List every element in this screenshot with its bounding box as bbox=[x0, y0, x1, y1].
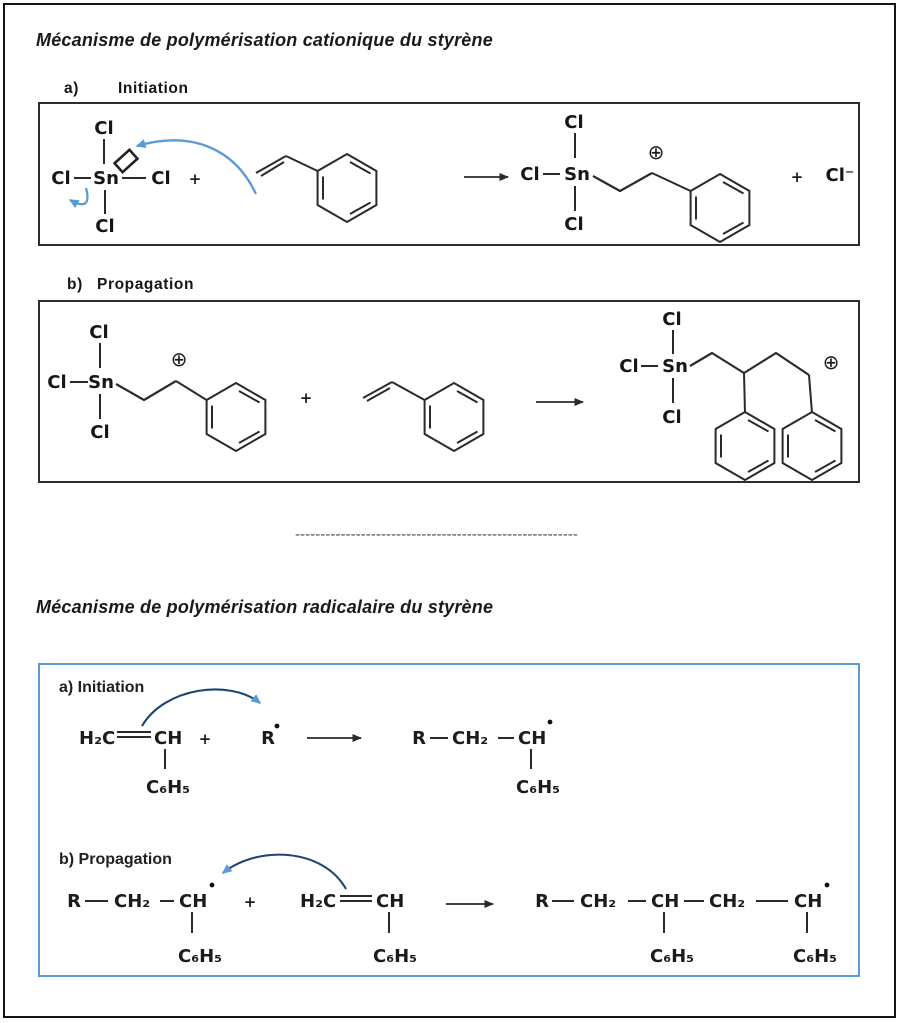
bond bbox=[744, 373, 745, 413]
atom-cl-top: Cl bbox=[89, 322, 109, 343]
ch-label: CH bbox=[518, 728, 547, 749]
atom-sn: Sn bbox=[93, 168, 119, 189]
benzene-ring bbox=[716, 412, 775, 480]
phenyl-label: C₆H₅ bbox=[373, 946, 418, 967]
radical-dot bbox=[548, 720, 553, 725]
carbon-chain bbox=[116, 381, 176, 400]
empty-orbital-box bbox=[115, 150, 138, 172]
atom-cl-left: Cl bbox=[47, 372, 67, 393]
ch-label: CH bbox=[154, 728, 183, 749]
phenyl-label: C₆H₅ bbox=[516, 777, 561, 798]
styrene-molecule bbox=[256, 154, 376, 222]
benzene-ring bbox=[783, 412, 842, 480]
carbon-chain bbox=[593, 173, 652, 191]
radical-step-a-header: a) Initiation bbox=[59, 679, 145, 696]
atom-cl-bottom: Cl bbox=[90, 422, 110, 443]
atom-sn: Sn bbox=[564, 164, 590, 185]
ch2-label: CH₂ bbox=[580, 891, 617, 912]
curved-arrow-propagation bbox=[223, 855, 346, 889]
bond bbox=[809, 375, 812, 413]
chloride-anion: Cl⁻ bbox=[825, 165, 855, 186]
stannyl-carbocation-product bbox=[520, 112, 749, 242]
phenyl-label: C₆H₅ bbox=[650, 946, 695, 967]
cationic-propagation-scheme bbox=[40, 302, 858, 481]
atom-cl-top: Cl bbox=[94, 118, 114, 139]
benzene-ring bbox=[318, 154, 377, 222]
ch-label: CH bbox=[794, 891, 823, 912]
ch2-label: CH₂ bbox=[114, 891, 151, 912]
bond bbox=[286, 156, 318, 171]
plus-sign: + bbox=[243, 893, 257, 911]
chain-extended-carbocation-product bbox=[619, 309, 841, 480]
sncl4-molecule bbox=[51, 118, 170, 237]
cationic-step-b-name: Propagation bbox=[97, 276, 195, 293]
ch2-label: CH₂ bbox=[452, 728, 489, 749]
atom-sn: Sn bbox=[662, 356, 688, 377]
r-label: R bbox=[412, 728, 426, 749]
cationic-step-b-header bbox=[67, 276, 287, 296]
radical-propagation-row bbox=[67, 855, 837, 967]
atom-cl-left: Cl bbox=[51, 168, 71, 189]
radical-title: Mécanisme de polymérisation radicalaire du styrène bbox=[36, 597, 494, 617]
ch2-label: CH₂ bbox=[709, 891, 746, 912]
plus-sign: + bbox=[299, 389, 313, 407]
atom-cl-left: Cl bbox=[619, 356, 639, 377]
atom-cl-right: Cl bbox=[151, 168, 171, 189]
phenyl-label: C₆H₅ bbox=[793, 946, 838, 967]
radical-mechanism-scheme bbox=[40, 665, 858, 975]
stannyl-carbocation-reactant bbox=[47, 322, 265, 451]
curved-arrow-cl-leaving bbox=[70, 188, 87, 204]
plus-sign: + bbox=[198, 730, 212, 748]
carbon-chain bbox=[690, 353, 809, 375]
radical-mechanism-box bbox=[38, 663, 860, 977]
r-label: R bbox=[535, 891, 549, 912]
dashed-separator: -------------------------------------------------------- bbox=[295, 527, 578, 543]
bond bbox=[392, 382, 425, 400]
positive-charge-icon: ⊕ bbox=[822, 350, 840, 374]
benzene-ring bbox=[207, 383, 266, 451]
atom-cl-bottom: Cl bbox=[564, 214, 584, 235]
phenyl-label: C₆H₅ bbox=[146, 777, 191, 798]
cationic-initiation-scheme bbox=[40, 104, 858, 244]
bond bbox=[652, 173, 691, 191]
cationic-initiation-box bbox=[38, 102, 860, 246]
radical-step-b-header: b) Propagation bbox=[59, 851, 172, 868]
cationic-step-a-label: a) bbox=[64, 80, 79, 97]
atom-cl-left: Cl bbox=[520, 164, 540, 185]
positive-charge-icon: ⊕ bbox=[170, 347, 188, 371]
cationic-propagation-box bbox=[38, 300, 860, 483]
atom-cl-top: Cl bbox=[662, 309, 682, 330]
radical-r-label: R bbox=[261, 728, 275, 749]
plus-sign: + bbox=[790, 168, 804, 186]
cationic-step-a-name: Initiation bbox=[118, 80, 189, 97]
curved-arrow-initiation bbox=[142, 689, 260, 726]
atom-cl-bottom: Cl bbox=[662, 407, 682, 428]
radical-dot bbox=[210, 883, 215, 888]
benzene-ring bbox=[425, 383, 484, 451]
ch-label: CH bbox=[651, 891, 680, 912]
plus-sign: + bbox=[188, 170, 202, 188]
cationic-title: Mécanisme de polymérisation cationique du styrène bbox=[36, 30, 493, 50]
ch-label: CH bbox=[179, 891, 208, 912]
cationic-step-b-label: b) bbox=[67, 276, 83, 293]
h2c-label: H₂C bbox=[79, 728, 116, 749]
atom-cl-bottom: Cl bbox=[95, 216, 115, 237]
h2c-label: H₂C bbox=[300, 891, 337, 912]
styrene-molecule bbox=[363, 382, 483, 451]
atom-cl-top: Cl bbox=[564, 112, 584, 133]
cationic-step-a-header bbox=[64, 80, 284, 100]
radical-initiation-row bbox=[79, 689, 560, 798]
positive-charge-icon: ⊕ bbox=[647, 140, 665, 164]
radical-dot bbox=[275, 724, 280, 729]
radical-dot bbox=[825, 883, 830, 888]
benzene-ring bbox=[691, 174, 750, 242]
atom-sn: Sn bbox=[88, 372, 114, 393]
bond bbox=[176, 381, 207, 400]
r-label: R bbox=[67, 891, 81, 912]
phenyl-label: C₆H₅ bbox=[178, 946, 223, 967]
ch-label: CH bbox=[376, 891, 405, 912]
